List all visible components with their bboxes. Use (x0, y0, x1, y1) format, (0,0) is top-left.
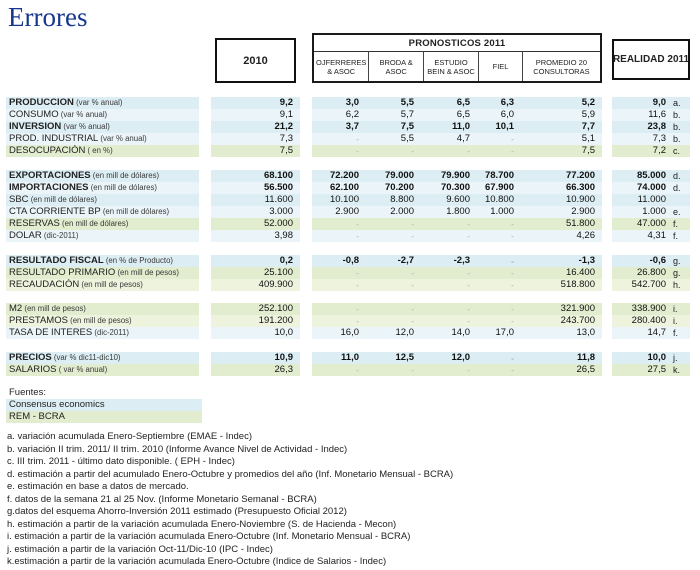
cell-forecast-4: - (477, 218, 521, 230)
cell-realidad: 74.000 (612, 182, 670, 194)
cell-forecast-2: 12,0 (366, 327, 421, 339)
table-row (6, 133, 700, 145)
cell-2010: 25.100 (211, 267, 300, 279)
cell-forecast-3: - (421, 279, 477, 291)
col-gap (602, 206, 612, 218)
cell-forecast-5: 11,8 (521, 352, 602, 364)
cell-forecast-2: 7,5 (366, 121, 421, 133)
table-block-1 (6, 97, 700, 157)
cell-forecast-2: - (366, 267, 421, 279)
cell-forecast-5: -1,3 (521, 255, 602, 267)
cell-forecast-3: 9.600 (421, 194, 477, 206)
col-gap (300, 206, 312, 218)
cell-label: RESULTADO FISCAL (en % de Producto) (6, 255, 199, 267)
table-row (6, 97, 700, 109)
cell-forecast-3: - (421, 145, 477, 157)
cell-forecast-4: - (477, 364, 521, 376)
cell-2010: 3,98 (211, 230, 300, 242)
cell-forecast-4: 6,3 (477, 97, 521, 109)
col-gap (199, 145, 211, 157)
cell-forecast-1: - (312, 303, 366, 315)
col-gap (602, 364, 612, 376)
cell-footnote-letter: f. (670, 230, 690, 242)
forecaster-header-5: PROMEDIO 20 CONSULTORAS (522, 52, 600, 81)
cell-realidad: 14,7 (612, 327, 670, 339)
cell-label: PRODUCCION (var % anual) (6, 97, 199, 109)
col-gap (199, 218, 211, 230)
cell-forecast-5: 10.900 (521, 194, 602, 206)
col-gap (300, 133, 312, 145)
col-gap (602, 133, 612, 145)
cell-forecast-3: - (421, 267, 477, 279)
col-gap (199, 206, 211, 218)
cell-forecast-1: 16,0 (312, 327, 366, 339)
cell-forecast-4: - (477, 133, 521, 145)
cell-forecast-5: 4,26 (521, 230, 602, 242)
cell-forecast-4: - (477, 230, 521, 242)
cell-realidad: 280.400 (612, 315, 670, 327)
table-row (6, 327, 700, 339)
cell-forecast-2: 5,5 (366, 133, 421, 145)
cell-label: SALARIOS ( var % anual) (6, 364, 199, 376)
table-blocks (6, 97, 700, 376)
header-2010-box: 2010 (215, 38, 296, 83)
cell-forecast-4: 78.700 (477, 170, 521, 182)
table-row (6, 194, 700, 206)
cell-forecast-4: - (477, 279, 521, 291)
col-gap (300, 327, 312, 339)
cell-forecast-5: 16.400 (521, 267, 602, 279)
col-gap (602, 97, 612, 109)
table-row (6, 145, 700, 157)
cell-footnote-letter: d. (670, 182, 690, 194)
cell-forecast-1: - (312, 230, 366, 242)
col-gap (300, 109, 312, 121)
cell-forecast-5: 7,7 (521, 121, 602, 133)
col-gap (602, 315, 612, 327)
cell-2010: 3.000 (211, 206, 300, 218)
page-title: Errores (8, 2, 88, 32)
cell-2010: 9,2 (211, 97, 300, 109)
cell-forecast-1: - (312, 279, 366, 291)
col-gap (300, 182, 312, 194)
cell-forecast-3: 4,7 (421, 133, 477, 145)
cell-forecast-5: 7,5 (521, 145, 602, 157)
cell-forecast-1: -0,8 (312, 255, 366, 267)
cell-label: PROD. INDUSTRIAL (var % anual) (6, 133, 199, 145)
table-row (6, 206, 700, 218)
cell-footnote-letter: b. (670, 133, 690, 145)
cell-forecast-1: - (312, 145, 366, 157)
footnote-line-11: k.estimación a partir de la variación acumulada Enero-Octubre (Indice de Salarios - Indec) (7, 556, 387, 567)
table-block-2 (6, 170, 700, 242)
cell-forecast-3: -2,3 (421, 255, 477, 267)
cell-forecast-5: 77.200 (521, 170, 602, 182)
cell-forecast-5: 26,5 (521, 364, 602, 376)
cell-2010: 7,5 (211, 145, 300, 157)
col-gap (300, 255, 312, 267)
cell-realidad: 4,31 (612, 230, 670, 242)
cell-forecast-1: - (312, 218, 366, 230)
cell-realidad: 338.900 (612, 303, 670, 315)
cell-label: RECAUDACIÓN (en mill de pesos) (6, 279, 199, 291)
cell-2010: 7,3 (211, 133, 300, 145)
cell-label: CONSUMO (var % anual) (6, 109, 199, 121)
cell-realidad: 47.000 (612, 218, 670, 230)
col-gap (199, 109, 211, 121)
table-row (6, 267, 700, 279)
cell-realidad: -0,6 (612, 255, 670, 267)
col-gap (602, 230, 612, 242)
cell-2010: 56.500 (211, 182, 300, 194)
footnote-line-9: i. estimación a partir de la variación acumulada Enero-Octubre (Inf. Monetario Mensual - BCRA) (7, 531, 411, 542)
col-gap (199, 352, 211, 364)
cell-forecast-3: 79.900 (421, 170, 477, 182)
cell-2010: 409.900 (211, 279, 300, 291)
cell-label: IMPORTACIONES (en mill de dólares) (6, 182, 199, 194)
col-gap (199, 194, 211, 206)
fuentes-section (6, 387, 700, 423)
fuentes-label: Fuentes: (9, 387, 46, 398)
cell-label: CTA CORRIENTE BP (en mill de dólares) (6, 206, 199, 218)
cell-forecast-2: 8.800 (366, 194, 421, 206)
cell-footnote-letter: b. (670, 109, 690, 121)
col-gap (602, 194, 612, 206)
cell-forecast-1: 3,7 (312, 121, 366, 133)
cell-label: DOLAR (dic-2011) (6, 230, 199, 242)
cell-forecast-5: 5,1 (521, 133, 602, 145)
cell-forecast-4: - (477, 352, 521, 364)
cell-forecast-2: - (366, 364, 421, 376)
cell-forecast-1: 72.200 (312, 170, 366, 182)
col-gap (300, 230, 312, 242)
cell-forecast-2: - (366, 145, 421, 157)
cell-forecast-2: -2,7 (366, 255, 421, 267)
cell-forecast-5: 518.800 (521, 279, 602, 291)
col-gap (300, 194, 312, 206)
col-gap (300, 267, 312, 279)
cell-forecast-2: 5,7 (366, 109, 421, 121)
cell-forecast-5: 13,0 (521, 327, 602, 339)
cell-realidad: 10,0 (612, 352, 670, 364)
forecaster-header-1: OJFERRERES & ASOC (316, 57, 367, 76)
cell-forecast-4: - (477, 255, 521, 267)
fuente-item-2: REM - BCRA (6, 411, 202, 423)
col-gap (602, 145, 612, 157)
cell-forecast-3: 6,5 (421, 97, 477, 109)
footnote-line-7: g.datos del esquema Ahorro-Inversión 2011 estimado (Presupuesto Oficial 2012) (7, 506, 347, 517)
table-row (6, 303, 700, 315)
table-block-5 (6, 352, 700, 376)
col-gap (602, 109, 612, 121)
cell-realidad: 1.000 (612, 206, 670, 218)
col-gap (199, 279, 211, 291)
fuente-item-1: Consensus economics (6, 399, 202, 411)
cell-realidad: 11,6 (612, 109, 670, 121)
col-gap (300, 121, 312, 133)
cell-forecast-4: 17,0 (477, 327, 521, 339)
cell-2010: 0,2 (211, 255, 300, 267)
cell-footnote-letter: g. (670, 255, 690, 267)
cell-forecast-4: 67.900 (477, 182, 521, 194)
cell-forecast-5: 51.800 (521, 218, 602, 230)
cell-forecast-1: 6,2 (312, 109, 366, 121)
col-gap (602, 255, 612, 267)
cell-forecast-5: 5,2 (521, 97, 602, 109)
cell-forecast-3: - (421, 303, 477, 315)
cell-forecast-2: 70.200 (366, 182, 421, 194)
cell-forecast-3: 1.800 (421, 206, 477, 218)
cell-forecast-1: - (312, 315, 366, 327)
cell-forecast-1: 2.900 (312, 206, 366, 218)
cell-forecast-2: - (366, 279, 421, 291)
cell-forecast-2: 12,5 (366, 352, 421, 364)
cell-forecast-1: 10.100 (312, 194, 366, 206)
col-gap (300, 352, 312, 364)
footnotes-section (6, 431, 700, 569)
table-row (6, 182, 700, 194)
col-gap (199, 121, 211, 133)
col-gap (602, 327, 612, 339)
cell-footnote-letter: e. (670, 206, 690, 218)
footnote-line-8: h. estimación a partir de la variación acumulada Enero-Noviembre (S. de Hacienda - Mecon) (7, 518, 397, 530)
fuentes-items (6, 399, 700, 423)
col-gap (602, 170, 612, 182)
col-gap (199, 327, 211, 339)
footnote-line-5: e. estimación en base a datos de mercado. (7, 481, 189, 492)
cell-footnote-letter: i. (670, 315, 690, 327)
table-row (6, 218, 700, 230)
table-row (6, 364, 700, 376)
footnote-line-1: a. variación acumulada Enero-Septiembre (EMAE - Indec) (7, 431, 253, 442)
col-gap (199, 364, 211, 376)
cell-forecast-4: - (477, 303, 521, 315)
col-gap (300, 218, 312, 230)
cell-realidad: 9,0 (612, 97, 670, 109)
cell-forecast-2: - (366, 315, 421, 327)
col-gap (300, 97, 312, 109)
cell-forecast-2: - (366, 303, 421, 315)
cell-forecast-4: 1.000 (477, 206, 521, 218)
cell-label: SBC (en mill de dólares) (6, 194, 199, 206)
footnote-line-4: d. estimación a partir del acumulado Enero-Octubre y promedios del año (Inf. Monetario Mensual - BCRA) (7, 468, 454, 480)
cell-footnote-letter: d. (670, 170, 690, 182)
cell-forecast-3: - (421, 315, 477, 327)
footnote-line-6: f. datos de la semana 21 al 25 Nov. (Informe Monetario Semanal - BCRA) (7, 493, 317, 505)
col-gap (300, 315, 312, 327)
cell-forecast-1: 3,0 (312, 97, 366, 109)
col-gap (602, 267, 612, 279)
cell-forecast-3: - (421, 364, 477, 376)
header-pronosticos-title: PRONOSTICOS 2011 (314, 35, 600, 52)
cell-forecast-3: 6,5 (421, 109, 477, 121)
cell-footnote-letter: b. (670, 121, 690, 133)
cell-forecast-1: - (312, 133, 366, 145)
cell-forecast-2: 79.000 (366, 170, 421, 182)
table-row (6, 255, 700, 267)
table-row (6, 352, 700, 364)
col-gap (199, 315, 211, 327)
cell-footnote-letter: i. (670, 303, 690, 315)
col-gap (199, 255, 211, 267)
col-gap (199, 97, 211, 109)
col-gap (300, 364, 312, 376)
table-block-4 (6, 303, 700, 339)
cell-footnote-letter: g. (670, 267, 690, 279)
table-row (6, 170, 700, 182)
cell-2010: 26,3 (211, 364, 300, 376)
col-gap (602, 279, 612, 291)
cell-realidad: 27,5 (612, 364, 670, 376)
forecaster-cells (314, 52, 600, 81)
cell-label: EXPORTACIONES (en mill de dólares) (6, 170, 199, 182)
cell-label: M2 (en mill de pesos) (6, 303, 199, 315)
forecaster-header-4: FIEL (478, 52, 522, 81)
col-gap (300, 170, 312, 182)
cell-forecast-2: - (366, 230, 421, 242)
col-gap (602, 303, 612, 315)
cell-2010: 9,1 (211, 109, 300, 121)
col-gap (199, 303, 211, 315)
cell-forecast-1: 62.100 (312, 182, 366, 194)
cell-forecast-4: - (477, 267, 521, 279)
cell-label: PRESTAMOS (en mill de pesos) (6, 315, 199, 327)
footnote-line-3: c. III trim. 2011 - último dato disponible. ( EPH - Indec) (7, 456, 235, 467)
cell-2010: 191.200 (211, 315, 300, 327)
col-gap (199, 133, 211, 145)
col-gap (300, 303, 312, 315)
table-row (6, 109, 700, 121)
col-gap (199, 230, 211, 242)
cell-forecast-2: 2.000 (366, 206, 421, 218)
table-row (6, 279, 700, 291)
cell-footnote-letter: f. (670, 218, 690, 230)
cell-2010: 10,9 (211, 352, 300, 364)
cell-forecast-5: 66.300 (521, 182, 602, 194)
cell-forecast-2: 5,5 (366, 97, 421, 109)
cell-label: RESULTADO PRIMARIO (en mill de pesos) (6, 267, 199, 279)
col-gap (602, 182, 612, 194)
col-gap (602, 352, 612, 364)
cell-forecast-4: 6,0 (477, 109, 521, 121)
cell-realidad: 85.000 (612, 170, 670, 182)
col-gap (199, 170, 211, 182)
cell-forecast-3: 14,0 (421, 327, 477, 339)
cell-footnote-letter: k. (670, 364, 690, 376)
footnote-line-2: b. variación II trim. 2011/ II trim. 2010 (Informe Avance Nivel de Actividad - Indec) (7, 443, 348, 455)
cell-realidad: 23,8 (612, 121, 670, 133)
col-gap (199, 267, 211, 279)
cell-2010: 252.100 (211, 303, 300, 315)
cell-label: PRECIOS (var % dic11-dic10) (6, 352, 199, 364)
cell-label: DESOCUPACIÓN ( en %) (6, 145, 199, 157)
cell-forecast-5: 5,9 (521, 109, 602, 121)
cell-2010: 10,0 (211, 327, 300, 339)
cell-2010: 68.100 (211, 170, 300, 182)
cell-forecast-5: 243.700 (521, 315, 602, 327)
cell-realidad: 542.700 (612, 279, 670, 291)
cell-forecast-4: 10.800 (477, 194, 521, 206)
forecaster-header-3: ESTUDIO BEIN & ASOC (423, 52, 478, 81)
cell-label: INVERSION (var % anual) (6, 121, 199, 133)
table-row (6, 121, 700, 133)
cell-realidad: 11.000 (612, 194, 670, 206)
cell-footnote-letter: a. (670, 97, 690, 109)
cell-realidad: 7,2 (612, 145, 670, 157)
cell-forecast-1: 11,0 (312, 352, 366, 364)
cell-forecast-1: - (312, 364, 366, 376)
cell-forecast-1: - (312, 267, 366, 279)
cell-2010: 21,2 (211, 121, 300, 133)
cell-forecast-3: 70.300 (421, 182, 477, 194)
cell-2010: 11.600 (211, 194, 300, 206)
cell-forecast-3: 11,0 (421, 121, 477, 133)
footnote-line-10: j. estimación a partir de la variación Oct-11/Dic-10 (IPC - Indec) (7, 543, 273, 555)
cell-footnote-letter: c. (670, 145, 690, 157)
cell-label: TASA DE INTERES (dic-2011) (6, 327, 199, 339)
header-pronosticos-box (312, 33, 602, 83)
col-gap (300, 279, 312, 291)
cell-forecast-3: - (421, 218, 477, 230)
table-block-3 (6, 255, 700, 291)
cell-footnote-letter: f. (670, 327, 690, 339)
cell-forecast-2: - (366, 218, 421, 230)
cell-footnote-letter: j. (670, 352, 690, 364)
cell-label: RESERVAS (en mill de dólares) (6, 218, 199, 230)
cell-forecast-4: - (477, 315, 521, 327)
table-row (6, 230, 700, 242)
cell-forecast-3: - (421, 230, 477, 242)
table-header (6, 33, 700, 83)
cell-realidad: 26.800 (612, 267, 670, 279)
col-gap (199, 182, 211, 194)
cell-realidad: 7,3 (612, 133, 670, 145)
header-realidad-box: REALIDAD 2011 (612, 39, 690, 80)
col-gap (602, 218, 612, 230)
cell-footnote-letter: h. (670, 279, 690, 291)
col-gap (602, 121, 612, 133)
cell-2010: 52.000 (211, 218, 300, 230)
cell-footnote-letter (670, 194, 690, 206)
cell-forecast-5: 2.900 (521, 206, 602, 218)
cell-forecast-4: - (477, 145, 521, 157)
table-row (6, 315, 700, 327)
cell-forecast-3: 12,0 (421, 352, 477, 364)
cell-forecast-4: 10,1 (477, 121, 521, 133)
forecaster-header-2: BRODA & ASOC (368, 52, 422, 81)
cell-forecast-5: 321.900 (521, 303, 602, 315)
col-gap (300, 145, 312, 157)
